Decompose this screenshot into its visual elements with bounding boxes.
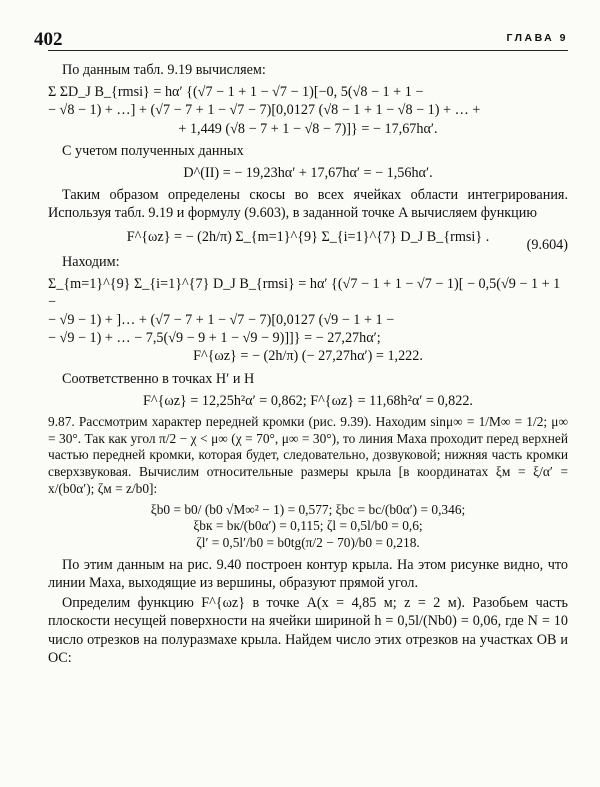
formula-sum-block bbox=[48, 83, 568, 138]
paragraph-4: Находим: bbox=[62, 253, 120, 270]
paragraph-8: Определим функцию F^{ωz} в точке A(x = 4,85 м; z = 2 м). Разобьем часть плоскости несущей поверхности на ячейки шириной h = 0,5l/(Nb0) = 0,06, где N = 10 число отрезков на полуразмахе крыла. Найдем число этих отрезков на участках OB и OC: bbox=[48, 595, 568, 666]
formula-line: ξb0 = b0/ (b0 √M∞² − 1) = 0,577; ξbc = bc/(b0α′) = 0,346; bbox=[150, 501, 466, 517]
formula-line: Σ_{m=1}^{9} Σ_{i=1}^{7} D_J B_{rmsi} = hα′ {(√7 − 1 + 1 − √7 − 1)[ − 0,5(√9 − 1 + 1 − bbox=[48, 275, 561, 310]
section-9-87 bbox=[48, 414, 568, 552]
page-header bbox=[34, 26, 568, 51]
formula-line: + 1,449 (√8 − 7 + 1 − √8 − 7)]} = − 17,67hα′. bbox=[178, 120, 438, 137]
paragraph-9-87: 9.87. Рассмотрим характер передней кромки (рис. 9.39). Находим sinμ∞ = 1/M∞ = 1/2; μ∞ = 30°. Так как угол π/2 − χ < μ∞ (χ = 70°, μ∞ = 30°), то линия Маха проходит перед верхней частью передней кромки, которая будет, следовательно, дозвуковой; нижняя часть кромки сверхзвуковая. Вычислим относительные размеры крыла [в координатах ξм = ξ/α′ = x/(b0α′); ζм = z/b0]: bbox=[48, 413, 568, 496]
formula-line: ξbк = bк/(b0α′) = 0,115; ζl = 0,5l/b0 = 0,6; bbox=[193, 518, 423, 534]
formula-double-sum-block bbox=[48, 275, 568, 366]
paragraph-3: Таким образом определены скосы во всех ячейках области интегрирования. Используя табл. 9.19 и формулу (9.603), в заданной точке A вычисляем функцию bbox=[48, 187, 568, 222]
formula-line: ζl′ = 0,5l′/b0 = b0tg(π/2 − 70)/b0 = 0,218. bbox=[196, 535, 420, 551]
formula-line: − √8 − 1) + …] + (√7 − 7 + 1 − √7 − 7)[0,0127 (√8 − 1 + 1 − √8 − 1) + … + bbox=[48, 102, 481, 119]
page-number: 402 bbox=[34, 29, 63, 50]
formula-line: F^{ωz} = − (2h/π) (− 27,27hα′) = 1,222. bbox=[193, 348, 423, 365]
chapter-title: ГЛАВА 9 bbox=[506, 32, 568, 44]
paragraph-1: По данным табл. 9.19 вычисляем: bbox=[62, 62, 266, 78]
paragraph-5: Соответственно в точках H′ и H bbox=[62, 370, 255, 387]
formula-f-points: F^{ωz} = 12,25h²α′ = 0,862; F^{ωz} = 11,68h²α′ = 0,822. bbox=[143, 392, 473, 409]
formula-dimensions-block bbox=[48, 502, 568, 552]
formula-line: − √9 − 1) + ]… + (√7 − 7 + 1 − √7 − 7)[0,0127 (√9 − 1 + 1 − bbox=[48, 312, 395, 329]
formula-f-omega: F^{ωz} = − (2h/π) Σ_{m=1}^{9} Σ_{i=1}^{7} D_J B_{rmsi} . bbox=[126, 229, 490, 246]
formula-d2: D^(II) = − 19,23hα′ + 17,67hα′ = − 1,56hα′. bbox=[183, 164, 433, 181]
paragraph-2: С учетом полученных данных bbox=[62, 142, 244, 159]
equation-9-604 bbox=[48, 228, 568, 254]
formula-line: Σ ΣD_J B_{rmsi} = hα′ {(√7 − 1 + 1 − √7 − 1)[−0, 5(√8 − 1 + 1 − bbox=[48, 84, 424, 101]
formula-line: − √9 − 1) + … − 7,5(√9 − 9 + 1 − √9 − 9)]]} = − 27,27hα′; bbox=[48, 330, 381, 347]
equation-number: (9.604) bbox=[526, 237, 568, 254]
paragraph-7: По этим данным на рис. 9.40 построен контур крыла. На этом рисунке видно, что линии Маха, выходящие из вершины, образуют прямой угол. bbox=[48, 556, 568, 592]
